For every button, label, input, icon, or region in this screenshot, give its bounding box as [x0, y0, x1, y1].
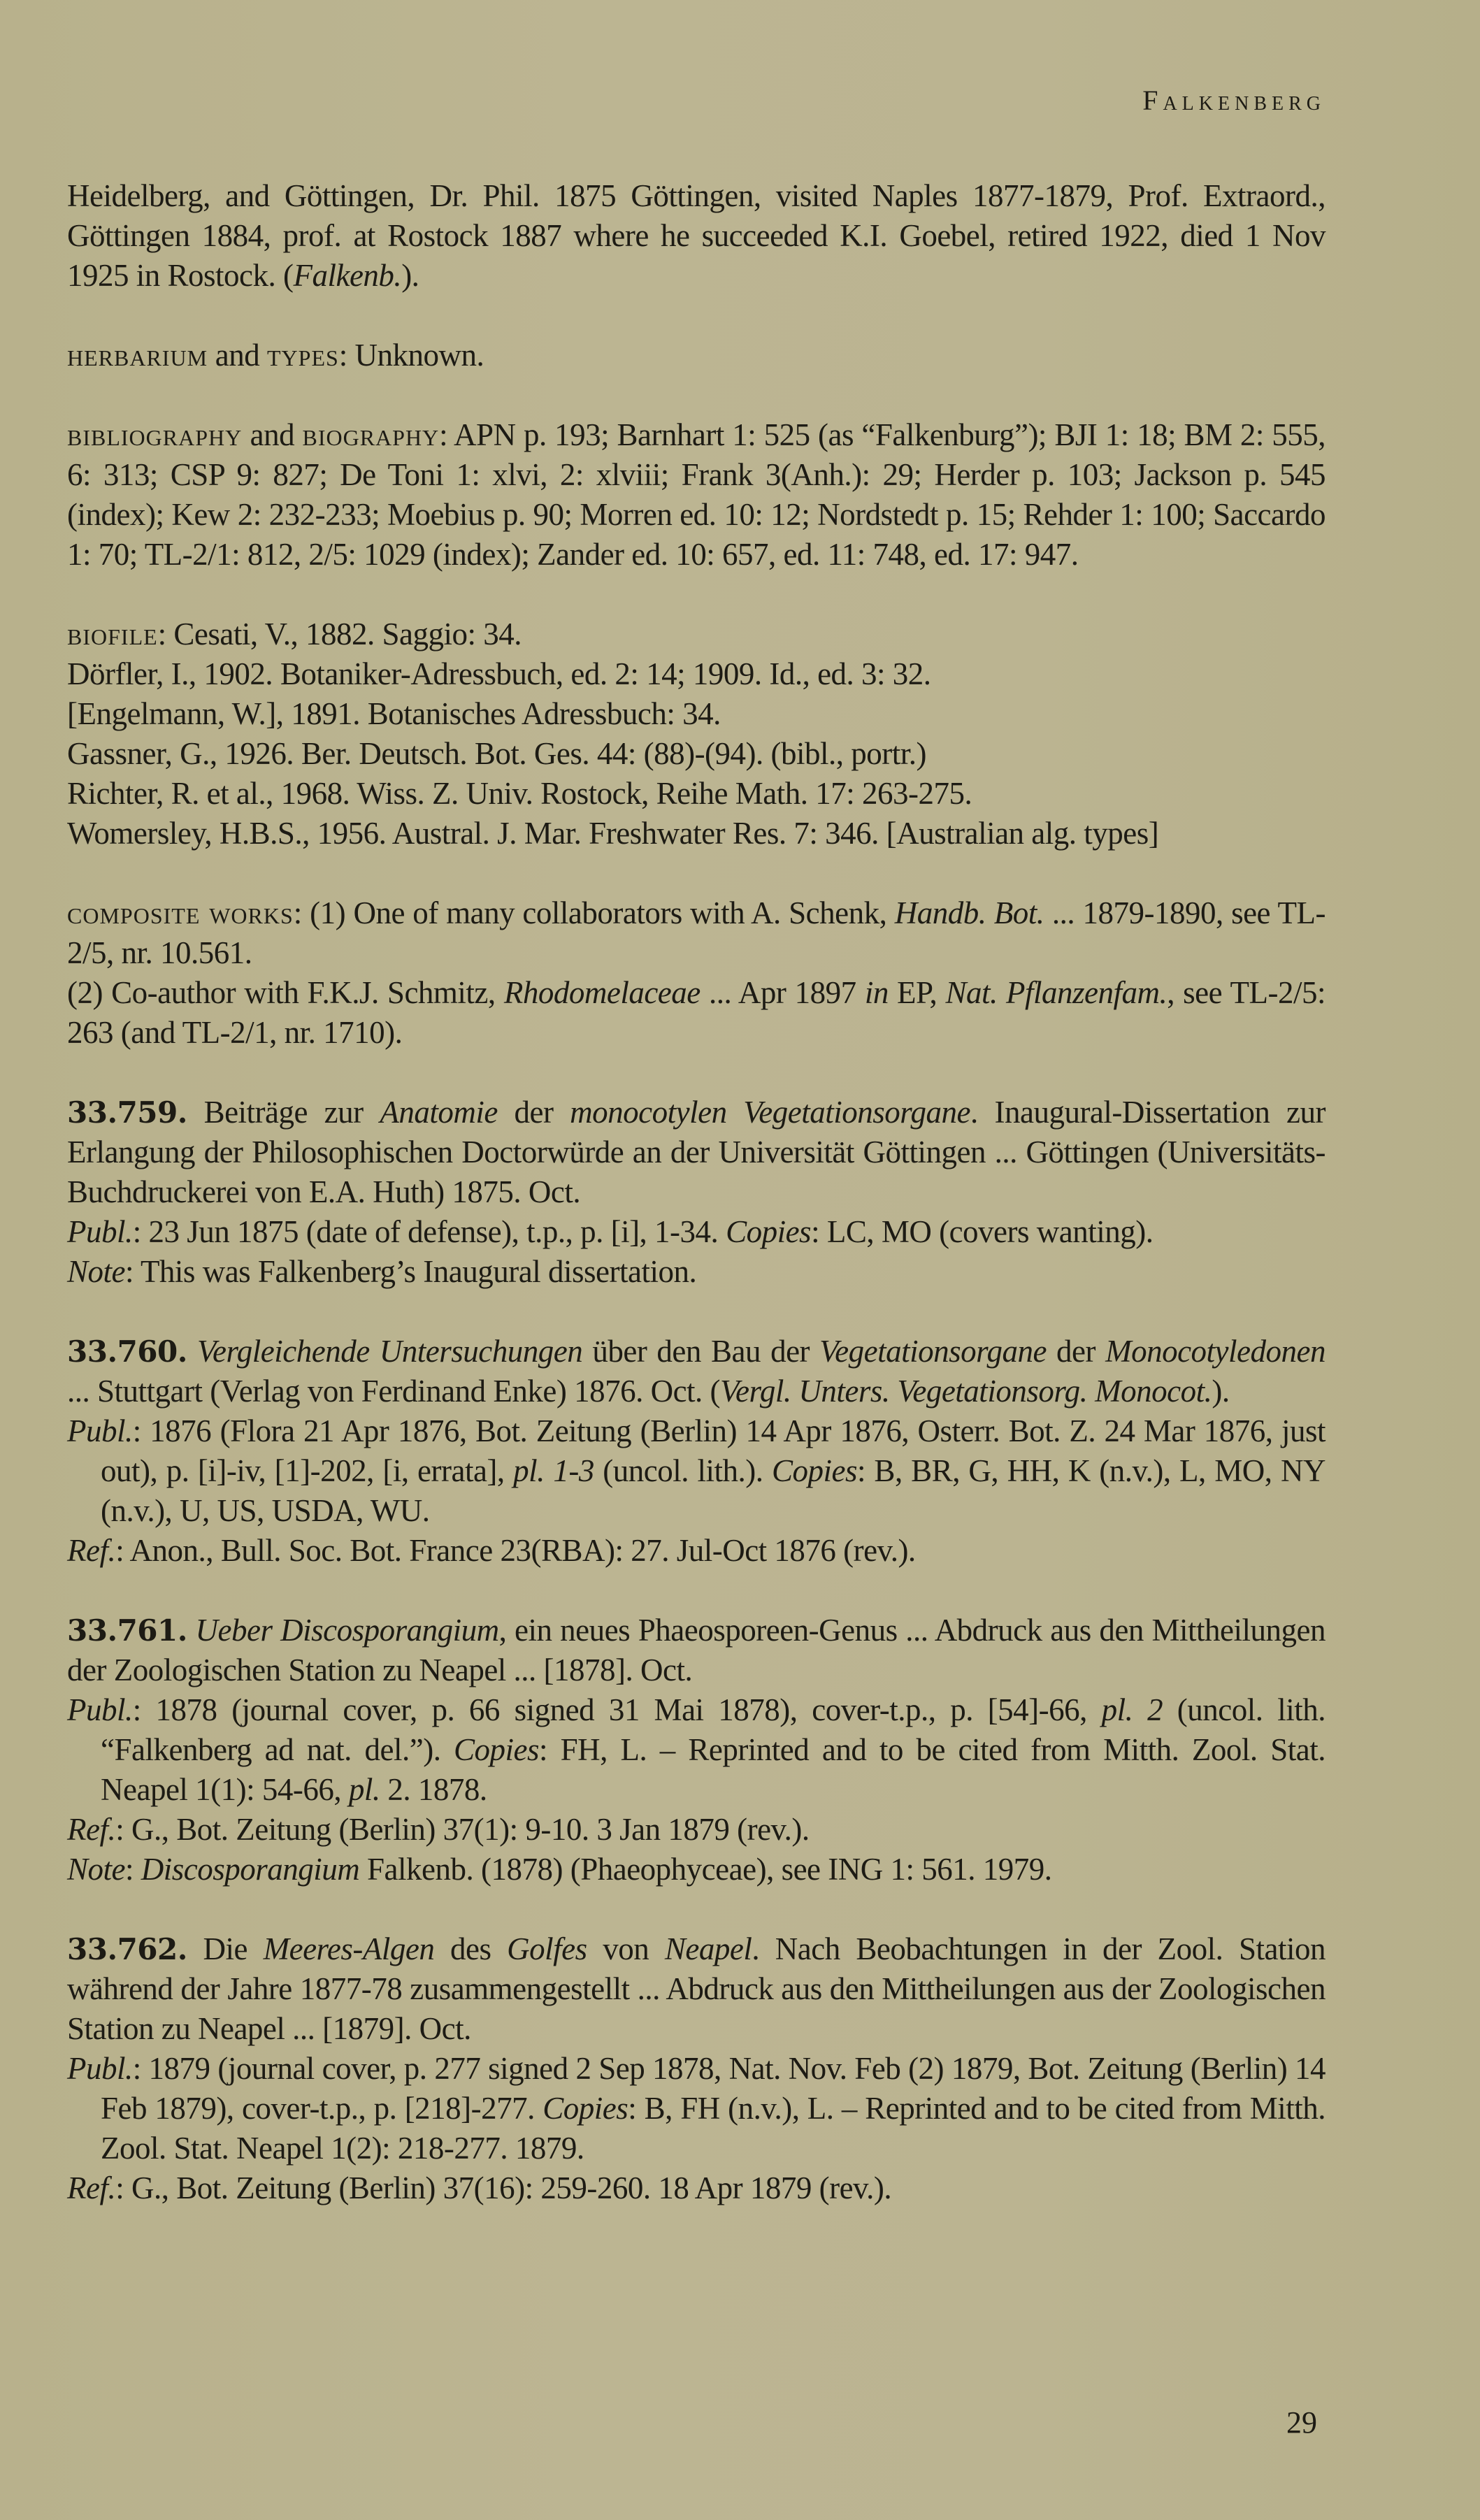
title-italic: Golfes: [507, 1931, 587, 1966]
title-italic: monocotylen Vegetationsorgane: [570, 1095, 971, 1130]
title-italic: Vergleichende Untersuchungen: [196, 1334, 583, 1369]
text: : (1) One of many collaborators with A. Schenk,: [293, 895, 895, 930]
page-number: 29: [1286, 2405, 1317, 2440]
entry-title: [67, 1611, 1325, 1690]
title-italic: Ueber Discosporangium: [195, 1613, 499, 1648]
publ-label: Publ.: [67, 1692, 133, 1727]
copies-label: Copies: [726, 1214, 812, 1249]
text: : 23 Jun 1875 (date of defense), t.p., p. [i], 1-34.: [132, 1214, 726, 1249]
entry-title: [67, 1093, 1325, 1212]
bio-text-end: ).: [401, 258, 419, 293]
entry-33-760: [67, 1332, 1325, 1571]
text: , see TL-2/5: 263 (and TL-2/1, nr. 1710).: [67, 975, 1325, 1050]
entry-number: 33.761.: [67, 1613, 187, 1648]
copies-label: Copies: [543, 2091, 628, 2126]
entry-number: 33.762.: [67, 1932, 187, 1966]
title-italic: Anatomie: [380, 1095, 498, 1130]
entry-33-761: [67, 1611, 1325, 1889]
text: über den Bau der: [582, 1334, 820, 1369]
biofile-item-text: : Cesati, V., 1882. Saggio: 34.: [157, 617, 522, 651]
entry-publication: [67, 1690, 1325, 1810]
text: : 1879 (journal cover, p. 277 signed 2 Sep 1878, Nat. Nov. Feb (2) 1879, Bot. Zeitung (Berlin) 14 Feb 1879), cover-t.p., p. [218]-277.: [101, 2051, 1325, 2126]
text: :: [125, 1852, 141, 1887]
title-italic: Rhodomelaceae: [503, 975, 701, 1010]
entry-note: [67, 1850, 1325, 1889]
text: ... 1879-1890, see TL-2/5, nr. 10.561.: [67, 895, 1326, 970]
entry-reference: [67, 1531, 1325, 1571]
ref-label: Ref.: [67, 1533, 116, 1568]
text: (uncol. lith. “Falkenberg ad nat. del.”).: [101, 1692, 1325, 1767]
biofile-item: Womersley, H.B.S., 1956. Austral. J. Mar. Freshwater Res. 7: 346. [Australian alg. types]: [67, 816, 1159, 851]
composite-work-2: [67, 973, 1325, 1053]
entry-note: [67, 1252, 1325, 1292]
text: 2. 1878.: [380, 1772, 487, 1807]
author-abbrev: Falkenb.: [293, 258, 402, 293]
text: von: [587, 1931, 665, 1966]
text: ).: [1212, 1374, 1230, 1409]
text: : G., Bot. Zeitung (Berlin) 37(16): 259-260. 18 Apr 1879 (rev.).: [115, 2170, 892, 2205]
page-body: [67, 176, 1325, 2248]
bibliography-label: bibliography: [67, 417, 243, 452]
entry-reference: [67, 2168, 1325, 2208]
bio-text: Heidelberg, and Göttingen, Dr. Phil. 1875 Göttingen, visited Naples 1877-1879, Prof. Extraord., Göttingen 1884, prof. at Rostock 1887 where he succeeded K.I. Goebel, retired 1922, died 1 Nov 1925 in Rostock. (: [67, 178, 1325, 293]
composite-work-1: [67, 893, 1325, 973]
text: : 1876 (Flora 21 Apr 1876, Bot. Zeitung (Berlin) 14 Apr 1876, Osterr. Bot. Z. 24 Mar 1876, just out), p. [i]-iv, [1]-202, [i, errata],: [101, 1413, 1325, 1488]
entry-number: 33.759.: [67, 1095, 187, 1130]
text: Die: [187, 1931, 264, 1966]
text: : LC, MO (covers wanting).: [811, 1214, 1154, 1249]
title-italic: Meeres-Algen: [263, 1931, 435, 1966]
entry-publication: [67, 1212, 1325, 1252]
text: Falkenb. (1878) (Phaeophyceae), see ING 1: 561. 1979.: [359, 1852, 1052, 1887]
text: : Anon., Bull. Soc. Bot. France 23(RBA): 27. Jul-Oct 1876 (rev.).: [115, 1533, 916, 1568]
text: : B, FH (n.v.), L. – Reprinted and to be cited from Mitth. Zool. Stat. Neapel 1(2): 218-277. 1879.: [101, 2091, 1326, 2166]
note-label: Note: [67, 1254, 125, 1289]
text: : G., Bot. Zeitung (Berlin) 37(1): 9-10. 3 Jan 1879 (rev.).: [115, 1812, 810, 1847]
text: Beiträge zur: [187, 1095, 380, 1130]
label-conjunction: and: [242, 417, 303, 452]
plates-italic: pl.: [348, 1772, 380, 1807]
text: (2) Co-author with F.K.J. Schmitz,: [67, 975, 504, 1010]
entry-33-759: [67, 1093, 1325, 1292]
biofile-item: [67, 614, 1325, 654]
biofile-section: [67, 614, 1325, 854]
ref-label: Ref.: [67, 2170, 116, 2205]
biography-label: biography: [302, 417, 440, 452]
entry-number: 33.760.: [67, 1334, 187, 1369]
entry-publication: [67, 1411, 1325, 1531]
types-label: types: [267, 338, 339, 373]
entry-title: [67, 1332, 1325, 1411]
text-italic: in: [864, 975, 889, 1010]
abbrev-title: Vergl. Unters. Vegetationsorg. Monocot.: [720, 1374, 1212, 1409]
biofile-item: Richter, R. et al., 1968. Wiss. Z. Univ. Rostock, Reihe Math. 17: 263-275.: [67, 776, 972, 811]
biofile-item: Gassner, G., 1926. Ber. Deutsch. Bot. Ges. 44: (88)-(94). (bibl., portr.): [67, 736, 926, 771]
publ-label: Publ.: [67, 1214, 133, 1249]
biography-paragraph: [67, 176, 1325, 296]
text: , ein neues Phaeosporeen-Genus ... Abdruck aus den Mittheilungen der Zoologischen Station zu Neapel ... [1878]. Oct.: [67, 1613, 1325, 1687]
title-italic: Handb. Bot.: [894, 895, 1044, 930]
bibliography-section: [67, 415, 1325, 575]
text: des: [434, 1931, 508, 1966]
genus-italic: Discosporangium: [141, 1852, 360, 1887]
text: . Nach Beobachtungen in der Zool. Station während der Jahre 1877-78 zusammengestellt ... Abdruck aus den Mittheilungen aus der Zoologischen Station zu Neapel ... [1879]. Oct.: [67, 1931, 1325, 2046]
title-italic: Neapel: [664, 1931, 752, 1966]
title-italic: Monocotyledonen: [1105, 1334, 1325, 1369]
text: (uncol. lith.).: [594, 1453, 772, 1488]
biofile-label: biofile: [67, 617, 158, 651]
biofile-item: Dörfler, I., 1902. Botaniker-Adressbuch, ed. 2: 14; 1909. Id., ed. 3: 32.: [67, 656, 931, 691]
herbarium-text: : Unknown.: [338, 338, 484, 373]
text: ... Apr 1897: [700, 975, 865, 1010]
bibliography-text: : APN p. 193; Barnhart 1: 525 (as “Falkenburg”); BJI 1: 18; BM 2: 555, 6: 313; CSP 9: 827; De Toni 1: xlvi, 2: xlviii; Frank 3(Anh.): 29; Herder p. 103; Jackson p. 545 (index); Kew 2: 232-233; Moebius p. 90; Morren ed. 10: 12; Nordstedt p. 15; Rehder 1: 100; Saccardo 1: 70; TL-2/1: 812, 2/5: 1029 (index); Zander ed. 10: 657, ed. 11: 748, ed. 17: 947.: [67, 417, 1325, 572]
entry-33-762: [67, 1929, 1325, 2208]
text: : B, BR, G, HH, K (n.v.), L, MO, NY (n.v.), U, US, USDA, WU.: [101, 1453, 1325, 1528]
composite-works-section: [67, 893, 1325, 1053]
copies-label: Copies: [771, 1453, 857, 1488]
entry-publication: [67, 2049, 1325, 2168]
label-conjunction: and: [208, 338, 267, 373]
note-label: Note: [67, 1852, 125, 1887]
text: ... Stuttgart (Verlag von Ferdinand Enke) 1876. Oct. (: [67, 1374, 721, 1409]
text: der: [497, 1095, 570, 1130]
text: der: [1046, 1334, 1106, 1369]
herbarium-section: [67, 336, 1325, 375]
text: : FH, L. – Reprinted and to be cited from Mitth. Zool. Stat. Neapel 1(1): 54-66,: [101, 1732, 1325, 1807]
copies-label: Copies: [454, 1732, 540, 1767]
text: : This was Falkenberg’s Inaugural dissertation.: [125, 1254, 697, 1289]
text: . Inaugural-Dissertation zur Erlangung der Philosophischen Doctorwürde an der Universität Göttingen ... Göttingen (Universitäts-Buchdruckerei von E.A. Huth) 1875. Oct.: [67, 1095, 1326, 1209]
ref-label: Ref.: [67, 1812, 116, 1847]
running-head: Falkenberg: [1142, 85, 1325, 116]
herbarium-label: herbarium: [67, 338, 208, 373]
entry-reference: [67, 1810, 1325, 1850]
title-italic: Vegetationsorgane: [819, 1334, 1047, 1369]
entry-title: [67, 1929, 1325, 2049]
biofile-item: [Engelmann, W.], 1891. Botanisches Adressbuch: 34.: [67, 696, 721, 731]
publ-label: Publ.: [67, 1413, 133, 1448]
text: : 1878 (journal cover, p. 66 signed 31 Mai 1878), cover-t.p., p. [54]-66,: [132, 1692, 1102, 1727]
text: EP,: [888, 975, 946, 1010]
publ-label: Publ.: [67, 2051, 133, 2086]
plates-italic: pl. 1-3: [513, 1453, 594, 1488]
plates-italic: pl. 2: [1101, 1692, 1163, 1727]
composite-works-label: composite works: [67, 895, 294, 930]
title-italic: Nat. Pflanzenfam.: [945, 975, 1168, 1010]
